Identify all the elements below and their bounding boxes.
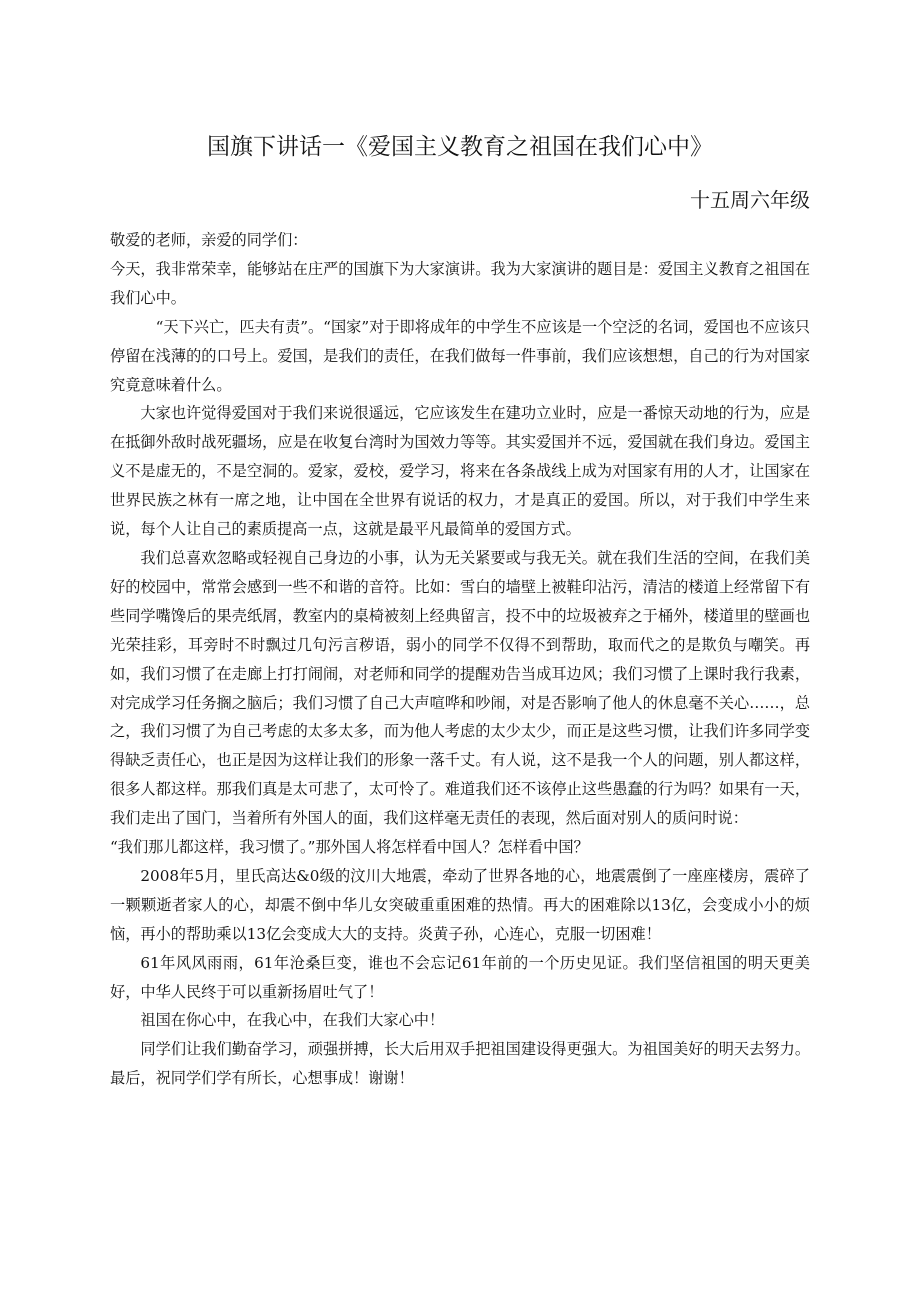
- salutation: 敬爱的老师，亲爱的同学们：: [110, 231, 308, 249]
- paragraph-quote: “天下兴亡，匹夫有责”。“国家”对于即将成年的中学生不应该是一个空泛的名词，爱国也不应该只停留在浅薄的的口号上。爱国，是我们的责任，在我们做每一件事前，我们应该想想，自己的行为对国家究竟意味着什么。: [110, 317, 810, 394]
- paragraph-closing: 同学们让我们勤奋学习，顽强拼搏，长大后用双手把祖国建设得更强大。为祖国美好的明天去努力。最后，祝同学们学有所长，心想事成！谢谢！: [110, 1040, 810, 1088]
- paragraph-patriotism: 大家也许觉得爱国对于我们来说很遥远，它应该发生在建功立业时，应是一番惊天动地的行为，应是在抵御外敌时战死疆场，应是在收复台湾时为国效力等等。其实爱国并不远，爱国就在我们身边。爱国主义不是虚无的，不是空洞的。爱家，爱校，爱学习，将来在各条战线上成为对国家有用的人才，让国家在世界民族之林有一席之地，让中国在全世界有说话的权力，才是真正的爱国。所以，对于我们中学生来说，每个人让自己的素质提高一点，这就是最平凡最简单的爱国方式。: [110, 404, 810, 539]
- paragraph-earthquake: 2008年5月，里氏高达&0级的汶川大地震，牵动了世界各地的心，地震震倒了一座座楼房，震碎了一颗颗逝者家人的心，却震不倒中华儿女突破重重困难的热情。再大的困难除以13亿，会变成小小的烦恼，再小的帮助乘以13亿会变成大大的支持。炎黄子孙，心连心，克服一切困难！: [110, 866, 810, 943]
- speech-body: [110, 226, 810, 1093]
- paragraph-motherland: 祖国在你心中，在我心中，在我们大家心中！: [140, 1011, 445, 1030]
- paragraph-question: “我们那儿都这样，我习惯了。”那外国人将怎样看中国人？怎样看中国？: [110, 838, 589, 857]
- paragraph-61-years: 61年风风雨雨，61年沧桑巨变，谁也不会忘记61年前的一个历史见证。我们坚信祖国的明天更美好，中华人民终于可以重新扬眉吐气了！: [110, 953, 810, 1001]
- paragraph-habits: 我们总喜欢忽略或轻视自己身边的小事，认为无关紧要或与我无关。就在我们生活的空间，在我们美好的校园中，常常会感到一些不和谐的音符。比如：雪白的墙壁上被鞋印沾污，清洁的楼道上经常留下有些同学嘴馋后的果壳纸屑，教室内的桌椅被刻上经典留言，投不中的垃圾被弃之于桶外，楼道里的壁画也光荣挂彩，耳旁时不时飘过几句污言秽语，弱小的同学不仅得不到帮助，取而代之的是欺负与嘲笑。再如，我们习惯了在走廊上打打闹闹，对老师和同学的提醒劝告当成耳边风；我们习惯了上课时我行我素，对完成学习任务搁之脑后；我们习惯了自己大声喧哗和吵闹，对是否影响了他人的休息毫不关心……，总之，我们习惯了为自己考虑的太多太多，而为他人考虑的太少太少，而正是这些习惯，让我们许多同学变得缺乏责任心，也正是因为这样让我们的形象一落千丈。有人说，这不是我一个人的问题，别人都这样，很多人都这样。那我们真是太可悲了，太可怜了。难道我们还不该停止这些愚蠢的行为吗？如果有一天，我们走出了国门，当着所有外国人的面，我们这样毫无责任的表现，然后面对别人的质问时说：: [110, 548, 810, 828]
- document-title: 国旗下讲话一《爱国主义教育之祖国在我们心中》: [207, 134, 713, 160]
- paragraph-intro: 今天，我非常荣幸，能够站在庄严的国旗下为大家演讲。我为大家演讲的题目是：爱国主义教育之祖国在我们心中。: [110, 259, 810, 307]
- grade-label: 十五周六年级: [690, 188, 810, 212]
